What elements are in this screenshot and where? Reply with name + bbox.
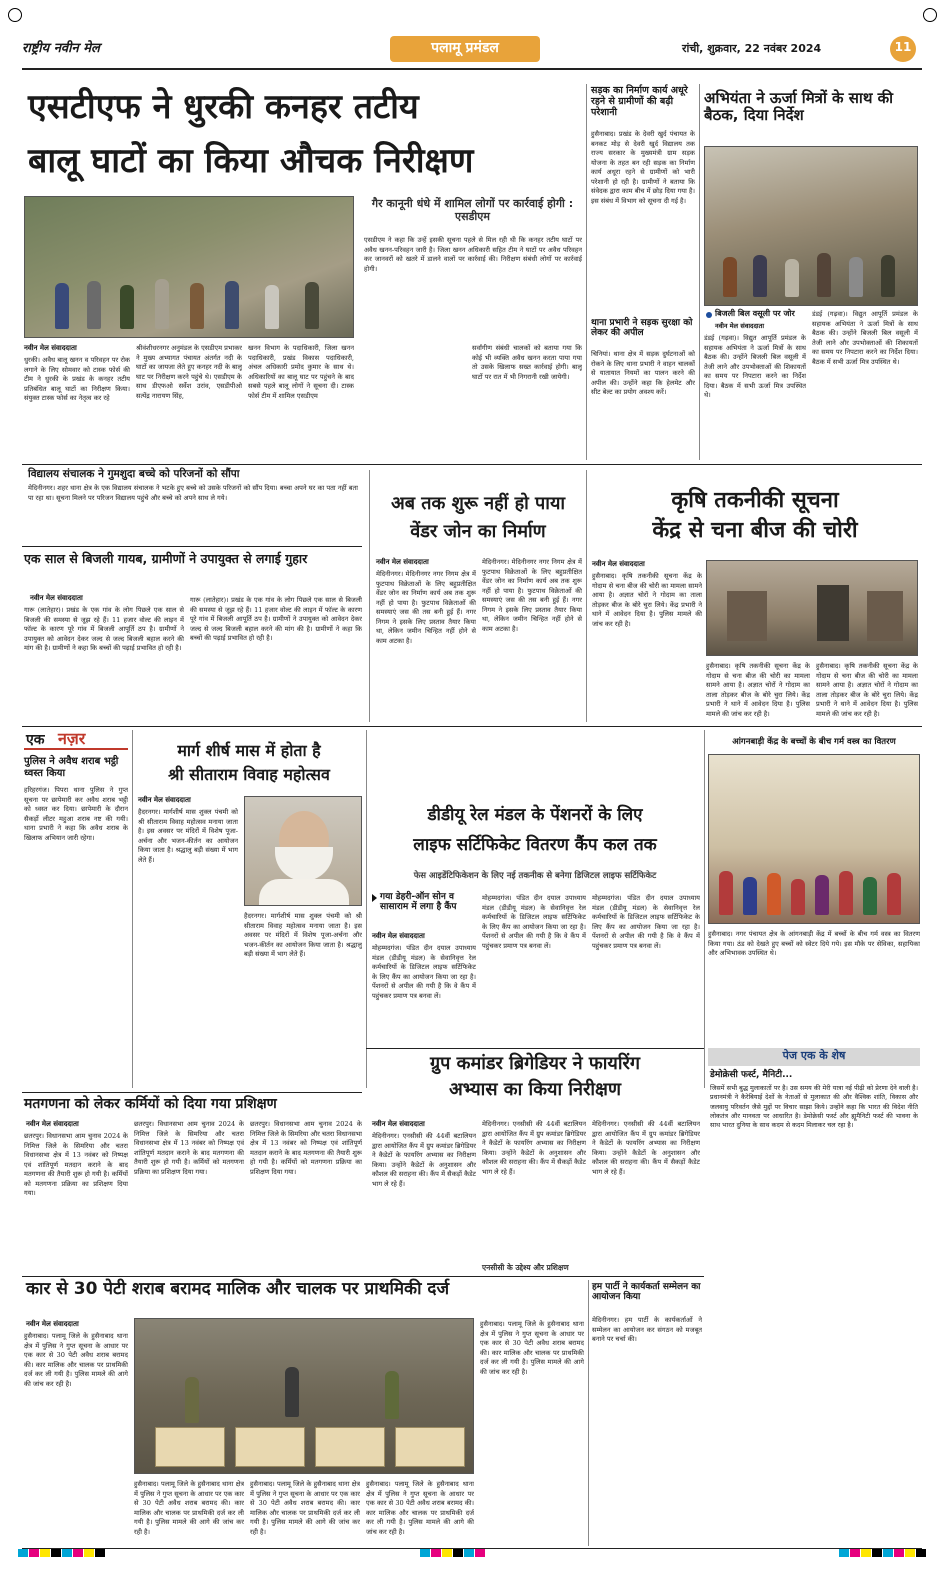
- lead-headline: बालू घाटों का किया औचक निरीक्षण: [28, 141, 474, 181]
- police-headline: थाना प्रभारी ने सड़क सुरक्षा को लेकर की अपील: [591, 318, 693, 339]
- engineer-text-cont: डंडई (गढ़वा)। विद्युत आपूर्ति प्रमंडल के सहायक अभियंता ने ऊर्जा मित्रों के साथ बैठक की। उन्होंने बिजली बिल वसूली में तेजी लाने और उपभोक्ताओं की शिकायतों का समय पर निपटारा करने का निर्देश दिया। बैठक में सभी ऊर्जा मित्र उपस्थित थे।: [812, 310, 918, 366]
- krishi-byline: नवीन मेल संवाददाता: [592, 560, 645, 568]
- car-text-cont: हुसैनाबाद। पलामू जिले के हुसैनाबाद थाना क्षेत्र में पुलिस ने गुप्त सूचना के आधार पर एक कार से 30 पेटी अवैध शराब बरामद की। कार मालिक और चालक पर प्राथमिकी दर्ज कर ली गयी है। पुलिस मामले की आगे की जांच कर रही है।: [134, 1480, 244, 1536]
- car-side-text: मेदिनीनगर। हम पार्टी के कार्यकर्ताओं ने सम्मेलन का आयोजन कर संगठन को मजबूत बनाने पर चर्चा की।: [592, 1316, 702, 1344]
- nazar-label: नज़र: [58, 729, 86, 748]
- rail-subhead: फेस आइडेंटिफिकेशन के लिए नई तकनीक से बनेगा डिजिटल लाइफ सर्टिफिकेट: [413, 871, 657, 881]
- notice-headline: विद्यालय संचालक ने गुमशुदा बच्चे को परिजनों को सौंपा: [28, 468, 240, 480]
- lead-text-col5: सर्वांगीण संबंधी चालकों को बताया गया कि कोई भी व्यक्ति अवैध खनन करता पाया गया तो उसके खिलाफ सख्त कार्रवाई होगी। बालू घाटों पर रात में भी निगरानी रखी जायेगी।: [472, 344, 582, 381]
- electricity-text-cont: गारू (लातेहार)। प्रखंड के एक गांव के लोग पिछले एक साल से बिजली की समस्या से जूझ रहे हैं। 11 हजार वोल्ट की लाइन में फॉल्ट के कारण पूरे गांव में बिजली आपूर्ति ठप है। ग्रामीणों ने उपायुक्त को आवेदन देकर जल्द से जल्द बिजली बहाल करने की मांग की है। ग्रामीणों ने कहा कि बच्चों की पढ़ाई प्रभावित हो रही है।: [190, 596, 362, 643]
- section-rule: [22, 546, 362, 547]
- masthead: [22, 34, 922, 66]
- road-headline: सड़क का निर्माण कार्य अधूरे रहने से ग्रामीणों की बढ़ी परेशानी: [591, 85, 688, 118]
- matgana-byline: नवीन मेल संवाददाता: [26, 1120, 79, 1128]
- brigadier-headline: अभ्यास का किया निरीक्षण: [449, 1079, 621, 1100]
- paper-name: राष्ट्रीय नवीन मेल: [22, 41, 100, 56]
- brigadier-side-headline: एनसीसी के उद्देश्य और प्रशिक्षण: [482, 1263, 569, 1272]
- page-number: 11: [894, 40, 912, 54]
- matgana-headline: मतगणना को लेकर कर्मियों को दिया गया प्रशिक्षण: [24, 1096, 277, 1112]
- sita-byline: नवीन मेल संवाददाता: [138, 796, 191, 804]
- lead-byline: नवीन मेल संवाददाता: [24, 344, 77, 352]
- sita-text: हैदरनगर। मार्गशीर्ष मास शुक्ल पंचमी को श्री सीताराम विवाह महोत्सव मनाया जाता है। इस अवसर पर मंदिरों में विशेष पूजा-अर्चना और भजन-कीर्तन का आयोजन किया जाता है। श्रद्धालु बड़ी संख्या में भाग लेते हैं।: [138, 808, 238, 864]
- notice-text: मेदिनीनगर। शहर थाना क्षेत्र के एक विद्यालय संचालक ने भटके हुए बच्चे को उसके परिजनों को सौंप दिया। बच्चा अपने घर का पता नहीं बता पा रहा था। सूचना मिलने पर परिजन विद्यालय पहुंचे और बच्चे को अपने साथ ले गये।: [28, 484, 358, 502]
- electricity-headline: एक साल से बिजली गायब, ग्रामीणों ने उपायुक्त से लगाई गुहार: [24, 551, 308, 566]
- lead-text-col1: धुरकी। अवैध बालू खनन व परिवहन पर रोक लगाने के लिए सोमवार को टास्क फोर्स की टीम ने धुरकी के प्रखंड के कनहर तटीय प्रतिबंधित बालू घाटों का निरीक्षण किया। संयुक्त टास्क फोर्स का नेतृत्व कर रहे: [24, 356, 130, 403]
- engineer-caption: बिजली बिल वसूली पर जोर: [715, 309, 795, 318]
- bullet-icon: [372, 894, 377, 902]
- vendor-text-cont: मेदिनीनगर। मेदिनीनगर नगर निगम क्षेत्र में फुटपाथ विक्रेताओं के लिए बहुप्रतीक्षित वेंडर जोन का निर्माण कार्य अब तक शुरू नहीं हो पाया है। फुटपाथ विक्रेताओं की समस्याएं जस की तस बनी हुई हैं। नगर निगम ने इसके लिए प्रस्ताव तैयार किया था, लेकिन जमीन चिन्हित नहीं होने से काम अटका है।: [482, 558, 582, 633]
- anganwadi-text: हुसैनाबाद। नगर पंचायत क्षेत्र के आंगनबाड़ी केंद्र में बच्चों के बीच गर्म वस्त्र का वितरण किया गया। ठंड को देखते हुए बच्चों को स्वेटर दिये गये। इस मौके पर सेविका, सहायिका और अभिभावक उपस्थित थे।: [708, 930, 920, 958]
- page-one-headline: डेमोक्रेसी फर्स्ट, मैनिटी...: [710, 1070, 793, 1080]
- car-text-cont: हुसैनाबाद। पलामू जिले के हुसैनाबाद थाना क्षेत्र में पुलिस ने गुप्त सूचना के आधार पर एक कार से 30 पेटी अवैध शराब बरामद की। कार मालिक और चालक पर प्राथमिकी दर्ज कर ली गयी है। पुलिस मामले की आगे की जांच कर रही है।: [480, 1320, 584, 1376]
- rail-text-cont: मोहम्मदगंज। पंडित दीन दयाल उपाध्याय मंडल (डीडीयू मंडल) के सेवानिवृत्त रेल कर्मचारियों के डिजिटल लाइफ सर्टिफिकेट के लिए कैंप का आयोजन किया जा रहा है। पेंशनरों से अपील की गयी है कि वे कैंप में पहुंचकर प्रमाण पत्र बनवा लें।: [592, 894, 700, 950]
- electricity-byline: नवीन मेल संवाददाता: [30, 594, 83, 602]
- brigadier-text-cont: मेदिनीनगर। एनसीसी की 44वीं बटालियन द्वारा आयोजित कैंप में ग्रुप कमांडर ब्रिगेडियर ने कैडेटों के फायरिंग अभ्यास का निरीक्षण किया। उन्होंने कैडेटों के अनुशासन और कौशल की सराहना की। कैंप में सैकड़ों कैडेट भाग ले रहे हैं।: [592, 1120, 700, 1176]
- color-bar: [18, 1542, 106, 1561]
- section-rule: [22, 1276, 704, 1277]
- car-headline: कार से 30 पेटी शराब बरामद मालिक और चालक पर प्राथमिकी दर्ज: [26, 1279, 450, 1299]
- anganwadi-photo: [708, 754, 920, 924]
- column-rule: [366, 730, 367, 1088]
- engineer-caption-bullet: [706, 312, 712, 318]
- electricity-text: गारू (लातेहार)। प्रखंड के एक गांव के लोग पिछले एक साल से बिजली की समस्या से जूझ रहे हैं। 11 हजार वोल्ट की लाइन में फॉल्ट के कारण पूरे गांव में बिजली आपूर्ति ठप है। ग्रामीणों ने उपायुक्त को आवेदन देकर जल्द से जल्द बिजली बहाल करने की मांग की है। ग्रामीणों ने कहा कि बच्चों की पढ़ाई प्रभावित हो रही है।: [24, 606, 184, 653]
- car-side-headline: हम पार्टी ने कार्यकर्ता सम्मेलन का आयोजन किया: [592, 1282, 701, 1303]
- matgana-text-cont: छतरपुर। विधानसभा आम चुनाव 2024 के निमित्त जिले के सिमरिया और चतरा विधानसभा क्षेत्र में 13 नवंबर को निष्पक्ष एवं शांतिपूर्ण मतदान कराने के बाद मतगणना की तैयारी शुरू हो गयी है। कर्मियों को मतगणना प्रक्रिया का प्रशिक्षण दिया गया।: [250, 1120, 362, 1176]
- color-bar: [420, 1542, 486, 1561]
- bottom-rule: [22, 1548, 922, 1549]
- lead-columns: [24, 344, 582, 456]
- section-rule: [366, 1048, 704, 1049]
- column-rule: [586, 470, 587, 722]
- brigadier-text-cont: मेदिनीनगर। एनसीसी की 44वीं बटालियन द्वारा आयोजित कैंप में ग्रुप कमांडर ब्रिगेडियर ने कैडेटों के फायरिंग अभ्यास का निरीक्षण किया। उन्होंने कैडेटों के अनुशासन और कौशल की सराहना की। कैंप में सैकड़ों कैडेट भाग ले रहे हैं।: [482, 1120, 586, 1176]
- vendor-headline: अब तक शुरू नहीं हो पाया: [390, 493, 566, 514]
- sita-text-cont: हैदरनगर। मार्गशीर्ष मास शुक्ल पंचमी को श्री सीताराम विवाह महोत्सव मनाया जाता है। इस अवसर पर मंदिरों में विशेष पूजा-अर्चना और भजन-कीर्तन का आयोजन किया जाता है। श्रद्धालु बड़ी संख्या में भाग लेते हैं।: [244, 912, 362, 959]
- nazar-headline: पुलिस ने अवैध शराब भट्ठी ध्वस्त किया: [24, 756, 119, 779]
- matgana-text-cont: छतरपुर। विधानसभा आम चुनाव 2024 के निमित्त जिले के सिमरिया और चतरा विधानसभा क्षेत्र में 13 नवंबर को निष्पक्ष एवं शांतिपूर्ण मतदान कराने के बाद मतगणना की तैयारी शुरू हो गयी है। कर्मियों को मतगणना प्रक्रिया का प्रशिक्षण दिया गया।: [134, 1120, 244, 1176]
- police-text: चिनियां। थाना क्षेत्र में सड़क दुर्घटनाओं को रोकने के लिए थाना प्रभारी ने वाहन चालकों से यातायात नियमों का पालन करने की अपील की। उन्होंने कहा कि हेलमेट और सीट बेल्ट का प्रयोग अवश्य करें।: [591, 350, 695, 397]
- krishi-headline: केंद्र से चना बीज की चोरी: [652, 518, 858, 543]
- column-rule: [699, 84, 700, 460]
- sita-headline: मार्ग शीर्ष मास में होता है: [177, 741, 321, 760]
- vendor-byline: नवीन मेल संवाददाता: [376, 558, 429, 566]
- lead-text-col3: खनन विभाग के पदाधिकारी, जिला खनन पदाधिकारी, प्रखंड विकास पदाधिकारी, अंचल अधिकारी प्रमोद कुमार के साथ थे। अधिकारियों का बालू घाट पर पहुंचने के बाद सबसे पहले बालू लोगों ने सूचना दी। टास्क फोर्स टीम में शामिल एसडीएम: [248, 344, 354, 400]
- nazar-label: एक: [26, 732, 45, 748]
- car-text: हुसैनाबाद। पलामू जिले के हुसैनाबाद थाना क्षेत्र में पुलिस ने गुप्त सूचना के आधार पर एक कार से 30 पेटी अवैध शराब बरामद की। कार मालिक और चालक पर प्राथमिकी दर्ज कर ली गयी है। पुलिस मामले की आगे की जांच कर रही है।: [24, 1332, 128, 1388]
- rail-byline: नवीन मेल संवाददाता: [372, 932, 425, 940]
- page-one-label: पेज एक के शेष: [782, 1049, 846, 1062]
- color-bar: [839, 1542, 927, 1561]
- car-text-cont: हुसैनाबाद। पलामू जिले के हुसैनाबाद थाना क्षेत्र में पुलिस ने गुप्त सूचना के आधार पर एक कार से 30 पेटी अवैध शराब बरामद की। कार मालिक और चालक पर प्राथमिकी दर्ज कर ली गयी है। पुलिस मामले की आगे की जांच कर रही है।: [250, 1480, 360, 1536]
- masthead-rule: [22, 68, 922, 70]
- sita-portrait: [244, 796, 362, 906]
- sita-headline: श्री सीताराम विवाह महोत्सव: [168, 765, 330, 784]
- car-photo: [134, 1318, 474, 1474]
- column-rule: [704, 730, 705, 1088]
- column-rule: [369, 470, 370, 722]
- rail-text: मोहम्मदगंज। पंडित दीन दयाल उपाध्याय मंडल (डीडीयू मंडल) के सेवानिवृत्त रेल कर्मचारियों के डिजिटल लाइफ सर्टिफिकेट के लिए कैंप का आयोजन किया जा रहा है। पेंशनरों से अपील की गयी है कि वे कैंप में पहुंचकर प्रमाण पत्र बनवा लें।: [372, 944, 476, 1000]
- krishi-photo: [706, 560, 918, 656]
- brigadier-text: मेदिनीनगर। एनसीसी की 44वीं बटालियन द्वारा आयोजित कैंप में ग्रुप कमांडर ब्रिगेडियर ने कैडेटों के फायरिंग अभ्यास का निरीक्षण किया। उन्होंने कैडेटों के अनुशासन और कौशल की सराहना की। कैंप में सैकड़ों कैडेट भाग ले रहे हैं।: [372, 1132, 476, 1188]
- dateline: रांची, शुक्रवार, 22 नवंबर 2024: [682, 42, 822, 55]
- lead-text-col4: एसडीएम ने कहा कि उन्हें इसकी सूचना पहले से मिल रही थी कि कनहर तटीय घाटों पर अवैध खनन-परिवहन जारी है। जिला खनन अधिकारी सहित टीम ने घाटों पर अवैध परिवहन कर जानवरों को खतरे में डालने वालों पर कार्रवाई की। निरीक्षण संबंधी लोगों पर कार्रवाई होगी।: [364, 236, 582, 273]
- column-rule: [132, 730, 133, 1088]
- lead-text-col2: श्रीवंशीधरनगर अनुमंडल के एसडीएम प्रभाकर ने मुख्य अभ्यागत पंचायत अंतर्गत नदी के घाटों का जायजा लेते हुए कनहर नदी के बालू घाट पर निरीक्षण करने पहुंचे थे। एसडीएम के साथ डीएफओ सर्वेश उरांव, एसडीपीओ सत्येंद्र नारायण सिंह,: [136, 344, 242, 400]
- lead-headline: एसटीएफ ने धुरकी कनहर तटीय: [28, 87, 419, 127]
- rail-text-cont: मोहम्मदगंज। पंडित दीन दयाल उपाध्याय मंडल (डीडीयू मंडल) के सेवानिवृत्त रेल कर्मचारियों के डिजिटल लाइफ सर्टिफिकेट के लिए कैंप का आयोजन किया जा रहा है। पेंशनरों से अपील की गयी है कि वे कैंप में पहुंचकर प्रमाण पत्र बनवा लें।: [482, 894, 586, 950]
- registration-mark: [8, 8, 22, 22]
- page-one-text: जिसमें सभी बुद्ध मुलाकातों पर है। उस समय की मेरी यात्रा नई पीढ़ी को प्रेरणा देने वाली है। प्रधानमंत्री ने कैरेबियाई देशों के नेताओं से मुलाकात की और वैश्विक शांति, विकास और जलवायु परिवर्तन जैसे मुद्दों पर विचार साझा किये। उन्होंने कहा कि भारत की विदेश नीति लोकतंत्र और मानवता पर आधारित है। डेमोक्रेसी फर्स्ट और ह्यूमैनिटी फर्स्ट की भावना के साथ भारत दुनिया के साथ कदम से कदम मिलाकर चल रहा है।: [710, 1084, 918, 1130]
- krishi-text-cont: हुसैनाबाद। कृषि तकनीकी सूचना केंद्र के गोदाम से चना बीज की चोरी का मामला सामने आया है। अज्ञात चोरों ने गोदाम का ताला तोड़कर बीज के बोरे चुरा लिये। केंद्र प्रभारी ने थाने में आवेदन दिया है। पुलिस मामले की जांच कर रही है।: [706, 662, 810, 718]
- lead-subhead: गैर कानूनी धंधे में शामिल लोगों पर कार्रवाई होगी : एसडीएम: [371, 197, 574, 223]
- car-text-cont: हुसैनाबाद। पलामू जिले के हुसैनाबाद थाना क्षेत्र में पुलिस ने गुप्त सूचना के आधार पर एक कार से 30 पेटी अवैध शराब बरामद की। कार मालिक और चालक पर प्राथमिकी दर्ज कर ली गयी है। पुलिस मामले की आगे की जांच कर रही है।: [366, 1480, 474, 1536]
- column-rule: [586, 84, 587, 460]
- section-rule: [22, 464, 922, 465]
- krishi-text-cont: हुसैनाबाद। कृषि तकनीकी सूचना केंद्र के गोदाम से चना बीज की चोरी का मामला सामने आया है। अज्ञात चोरों ने गोदाम का ताला तोड़कर बीज के बोरे चुरा लिये। केंद्र प्रभारी ने थाने में आवेदन दिया है। पुलिस मामले की जांच कर रही है।: [816, 662, 918, 718]
- krishi-headline: कृषि तकनीकी सूचना: [671, 488, 839, 513]
- anganwadi-headline: आंगनबाड़ी केंद्र के बच्चों के बीच गर्म वस्त्र का वितरण: [732, 737, 896, 747]
- rail-side-headline: गया डेहरी-ऑन सोन व सासाराम में लगा है कैंप: [380, 892, 457, 913]
- brigadier-byline: नवीन मेल संवाददाता: [372, 1120, 425, 1128]
- nazar-text: हरिहरगंज। पिपरा थाना पुलिस ने गुप्त सूचना पर छापेमारी कर अवैध शराब भट्ठी को ध्वस्त कर दिया। छापेमारी के दौरान सैकड़ों लीटर महुआ शराब नष्ट की गयी। थाना प्रभारी ने कहा कि अवैध शराब के खिलाफ अभियान जारी रहेगा।: [24, 786, 128, 842]
- car-byline: नवीन मेल संवाददाता: [26, 1320, 79, 1328]
- lead-photo: [24, 196, 354, 338]
- section-rule: [22, 726, 922, 727]
- engineer-text: डंडई (गढ़वा)। विद्युत आपूर्ति प्रमंडल के सहायक अभियंता ने ऊर्जा मित्रों के साथ बैठक की। उन्होंने बिजली बिल वसूली में तेजी लाने और उपभोक्ताओं की शिकायतों का समय पर निपटारा करने का निर्देश दिया। बैठक में सभी ऊर्जा मित्र उपस्थित थे।: [704, 334, 806, 400]
- column-rule: [588, 1280, 589, 1546]
- rail-headline: डीडीयू रेल मंडल के पेंशनरों के लिए: [427, 805, 643, 825]
- vendor-headline: वेंडर जोन का निर्माण: [410, 521, 546, 542]
- engineer-byline: नवीन मेल संवाददाता: [715, 322, 764, 330]
- engineer-headline: अभियंता ने ऊर्जा मित्रों के साथ की बैठक, दिया निर्देश: [704, 89, 894, 125]
- road-text: हुसैनाबाद। प्रखंड के देवरी खुर्द पंचायत के बनकट मोड़ से देवरी खुर्द विद्यालय तक राज्य सरकार के मुख्यमंत्री ग्राम सड़क योजना के तहत बन रही सड़क का निर्माण कार्य अधूरा रहने से ग्रामीणों को भारी परेशानी हो रही है। ग्रामीणों ने बताया कि संवेदक द्वारा काम बीच में छोड़ दिया गया है। इस संबंध में विभाग को सूचना दी गई है।: [591, 130, 695, 205]
- rail-headline: लाइफ सर्टिफिकेट वितरण कैंप कल तक: [413, 835, 657, 855]
- vendor-text: मेदिनीनगर। मेदिनीनगर नगर निगम क्षेत्र में फुटपाथ विक्रेताओं के लिए बहुप्रतीक्षित वेंडर जोन का निर्माण कार्य अब तक शुरू नहीं हो पाया है। फुटपाथ विक्रेताओं की समस्याएं जस की तस बनी हुई हैं। नगर निगम ने इसके लिए प्रस्ताव तैयार किया था, लेकिन जमीन चिन्हित नहीं होने से काम अटका है।: [376, 570, 476, 645]
- engineer-photo: [704, 146, 918, 306]
- section-title: पलामू प्रमंडल: [431, 40, 499, 56]
- registration-mark: [923, 8, 937, 22]
- krishi-text: हुसैनाबाद। कृषि तकनीकी सूचना केंद्र के गोदाम से चना बीज की चोरी का मामला सामने आया है। अज्ञात चोरों ने गोदाम का ताला तोड़कर बीज के बोरे चुरा लिये। केंद्र प्रभारी ने थाने में आवेदन दिया है। पुलिस मामले की जांच कर रही है।: [592, 572, 702, 628]
- matgana-text: छतरपुर। विधानसभा आम चुनाव 2024 के निमित्त जिले के सिमरिया और चतरा विधानसभा क्षेत्र में 13 नवंबर को निष्पक्ष एवं शांतिपूर्ण मतदान कराने के बाद मतगणना की तैयारी शुरू हो गयी है। कर्मियों को मतगणना प्रक्रिया का प्रशिक्षण दिया गया।: [24, 1132, 128, 1198]
- section-rule: [22, 1092, 362, 1093]
- brigadier-headline: ग्रुप कमांडर ब्रिगेडियर ने फायरिंग: [430, 1053, 640, 1074]
